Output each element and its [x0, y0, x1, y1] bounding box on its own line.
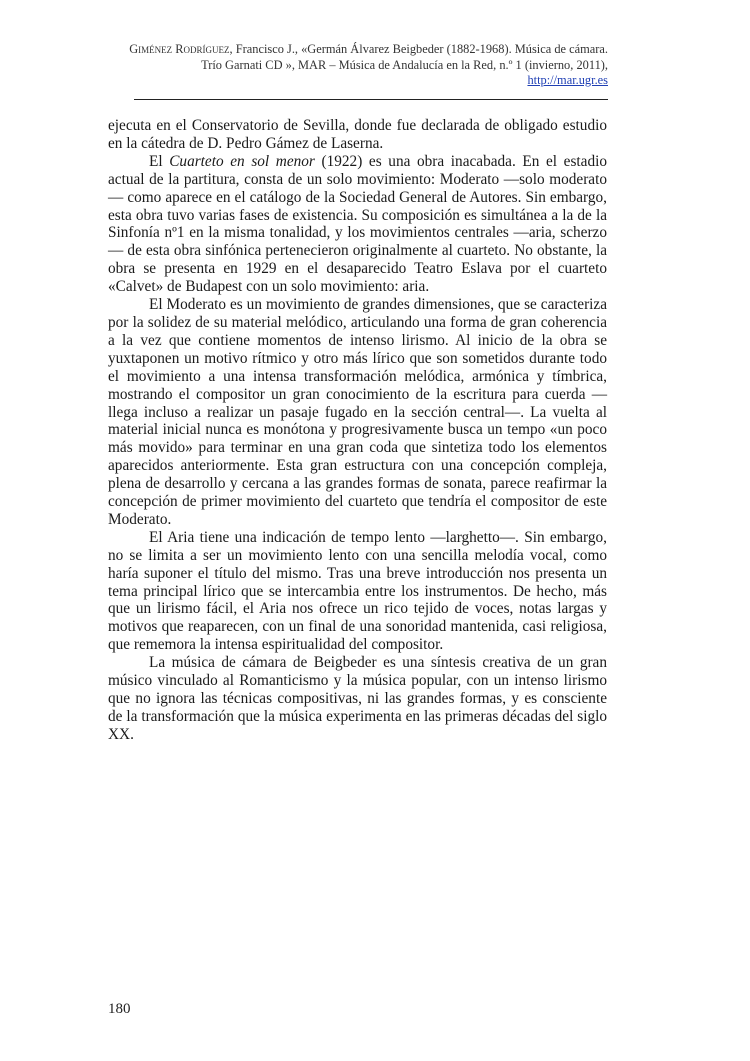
page-number: 180 [108, 1001, 131, 1017]
paragraph-2-lead: El [149, 152, 170, 170]
header-divider [134, 99, 608, 100]
header-line-2: Trío Garnati CD », MAR – Música de Andalucía en la Red, n.º 1 (invierno, 2011), [201, 57, 608, 72]
header-link[interactable]: http://mar.ugr.es [527, 73, 608, 87]
paragraph-3: El Moderato es un movimiento de grandes dimensiones, que se caracteriza por la solidez de su material melódico, articulando una forma de gran coherencia a la vez que contiene momentos de intenso lirismo. Al inicio de la obra se yuxtaponen un motivo rítmico y otro más lírico que son sometidos durante todo el movimiento a una intensa transformación melódica, armónica y tímbrica, mostrando el compositor un gran conocimiento de la escritura para cuerda —llega incluso a realizar un pasaje fugado en la sección central—. La vuelta al material inicial nunca es monótona y progresivamente busca un tempo «un poco más movido» para terminar en una gran coda que sintetiza todo los elementos aparecidos anteriormente. Esta gran estructura con una concepción compleja, plena de desarrollo y cercana a las grandes formas de sonata, parece reafirmar la concepción de primer movimiento del cuarteto que tendría el compositor de este Moderato. [108, 296, 607, 528]
running-header [100, 42, 608, 89]
header-author: Giménez Rodríguez [129, 42, 230, 56]
paragraph-4: El Aria tiene una indicación de tempo lento —larghetto—. Sin embargo, no se limita a ser un movimiento lento con una sencilla melodía vocal, como haría suponer el título del mismo. Tras una breve introducción nos presenta un tema principal lírico que se intercambia entre los instrumentos. De hecho, más que un lirismo fácil, el Aria nos ofrece un rico tejido de voces, notas largas y motivos que reaparecen, con un final de una sonoridad mantenida, casi religiosa, que rememora la intensa espiritualidad del compositor. [108, 528, 607, 654]
header-citation: , Francisco J., «Germán Álvarez Beigbeder (1882-1968). Música de cámara. [229, 42, 608, 56]
header-line-3 [100, 73, 608, 89]
paragraph-1: ejecuta en el Conservatorio de Sevilla, donde fue declarada de obligado estudio en la cátedra de D. Pedro Gámez de Laserna. [108, 117, 607, 152]
paragraph-2 [108, 153, 607, 296]
article-body [108, 117, 607, 744]
paragraph-2-text: (1922) es una obra inacabada. En el estadio actual de la partitura, consta de un solo movimiento: Moderato —solo moderato— como aparece en el catálogo de la Sociedad General de Autores. Sin embargo, esta obra tuvo varias fases de existencia. Su composición es simultánea a la de la Sinfonía nº1 en la misma tonalidad, y los movimientos centrales —aria, scherzo— de esta obra sinfónica pertenecieron originalmente al cuarteto. No obstante, la obra se presenta en 1929 en el desaparecido Teatro Eslava por el cuarteto «Calvet» de Budapest con un solo movimiento: aria. [108, 152, 608, 296]
paragraph-5: La música de cámara de Beigbeder es una síntesis creativa de un gran músico vinculado al Romanticismo y la música popular, con un intenso lirismo que no ignora las técnicas compositivas, ni las grandes formas, y es consciente de la transformación que la música experimenta en las primeras décadas del siglo XX. [108, 654, 607, 743]
header-line-1 [100, 42, 608, 58]
work-title: Cuarteto en sol menor [169, 152, 315, 170]
